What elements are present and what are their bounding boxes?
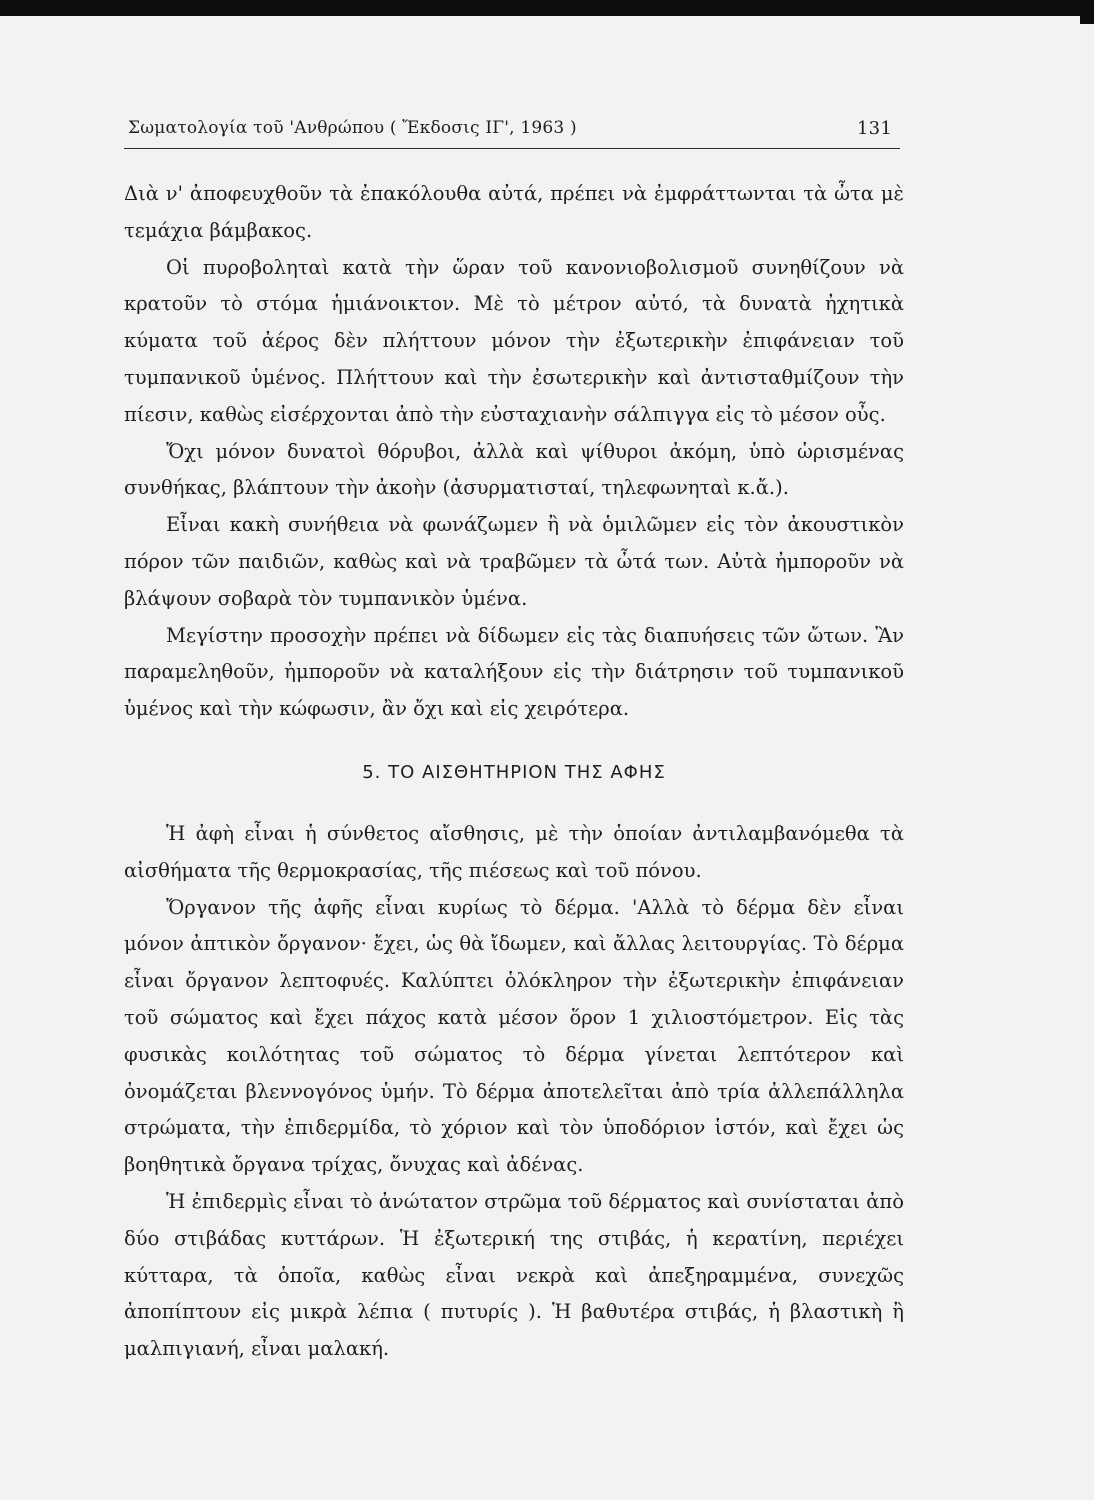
paragraph: Ἡ ἐπιδερμὶς εἶναι τὸ ἀνώτατον στρῶμα τοῦ δέρματος καὶ συνίσταται ἀπὸ δύο στιβάδας κυττάρων. Ἡ ἐξωτερική της στιβάς, ἡ κερατίνη, περιέχει κύτταρα, τὰ ὁποῖα, καθὼς εἶναι νεκρὰ καὶ ἀπεξηραμμένα, συνεχῶς ἀποπίπτουν εἰς μικρὰ λέπια ( πυτυρίς ). Ἡ βαθυτέρα στιβάς, ἡ βλαστικὴ ἢ μαλπιγιανή, εἶναι μαλακή.: [124, 1189, 904, 1361]
section-heading: 5. ΤΟ ΑΙΣΘΗΤΗΡΙΟΝ ΤΗΣ ΑΦΗΣ: [362, 761, 666, 783]
paragraph: Οἱ πυροβοληταὶ κατὰ τὴν ὥραν τοῦ κανονιοβολισμοῦ συνηθίζουν νὰ κρατοῦν τὸ στόμα ἡμιάνοικτον. Μὲ τὸ μέτρον αὐτό, τὰ δυνατὰ ἠχητικὰ κύματα τοῦ ἀέρος δὲν πλήττουν μόνον τὴν ἐξωτερικὴν ἐπιφάνειαν τοῦ τυμπανικοῦ ὑμένος. Πλήττουν καὶ τὴν ἐσωτερικὴν καὶ ἀντισταθμίζουν τὴν πίεσιν, καθὼς εἰσέρχονται ἀπὸ τὴν εὐσταχιανὴν σάλπιγγα εἰς τὸ μέσον οὖς.: [124, 255, 904, 426]
header-rule: [124, 148, 900, 149]
paragraph: Μεγίστην προσοχὴν πρέπει νὰ δίδωμεν εἰς τὰς διαπυήσεις τῶν ὤτων. Ἂν παραμεληθοῦν, ἠμποροῦν νὰ καταλήξουν εἰς τὴν διάτρησιν τοῦ τυμπανικοῦ ὑμένος καὶ τὴν κώφωσιν, ἂν ὄχι καὶ εἰς χειρότερα.: [124, 623, 904, 721]
paragraph: Ἡ ἀφὴ εἶναι ἡ σύνθετος αἴσθησις, μὲ τὴν ὁποίαν ἀντιλαμβανόμεθα τὰ αἰσθήματα τῆς θερμοκρασίας, τῆς πιέσεως καὶ τοῦ πόνου.: [124, 821, 904, 882]
body-text: [124, 176, 904, 1368]
running-head: [128, 118, 900, 148]
page-number: 131: [857, 118, 892, 139]
paragraph: Ὄχι μόνον δυνατοὶ θόρυβοι, ἀλλὰ καὶ ψίθυροι ἀκόμη, ὑπὸ ὡρισμένας συνθήκας, βλάπτουν τὴν ἀκοὴν (ἀσυρματισταί, τηλεφωνηταὶ κ.ἄ.).: [124, 439, 904, 500]
paragraph: Ὄργανον τῆς ἀφῆς εἶναι κυρίως τὸ δέρμα. 'Αλλὰ τὸ δέρμα δὲν εἶναι μόνον ἀπτικὸν ὄργανον· ἔχει, ὡς θὰ ἴδωμεν, καὶ ἄλλας λειτουργίας. Τὸ δέρμα εἶναι ὄργανον λεπτοφυές. Καλύπτει ὁλόκληρον τὴν ἐξωτερικὴν ἐπιφάνειαν τοῦ σώματος καὶ ἔχει πάχος κατὰ μέσον ὅρον 1 χιλιοστόμετρον. Εἰς τὰς φυσικὰς κοιλότητας τοῦ σώματος τὸ δέρμα γίνεται λεπτότερον καὶ ὀνομάζεται βλεννογόνος ὑμήν. Τὸ δέρμα ἀποτελεῖται ἀπὸ τρία ἀλλεπάλληλα στρώματα, τὴν ἐπιδερμίδα, τὸ χόριον καὶ τὸν ὑποδόριον ἱστόν, καὶ ἔχει ὡς βοηθητικὰ ὄργανα τρίχας, ὄνυχας καὶ ἀδένας.: [124, 895, 904, 1177]
paragraph: Εἶναι κακὴ συνήθεια νὰ φωνάζωμεν ἢ νὰ ὁμιλῶμεν εἰς τὸν ἀκουστικὸν πόρον τῶν παιδιῶν, καθὼς καὶ νὰ τραβῶμεν τὰ ὦτά των. Αὐτὰ ἠμποροῦν νὰ βλάψουν σοβαρὰ τὸν τυμπανικὸν ὑμένα.: [124, 513, 904, 610]
running-head-title: Σωματολογία τοῦ 'Ανθρώπου ( Ἔκδοσις ΙΓ', 1963 ): [128, 118, 577, 138]
paragraph: Διὰ ν' ἀποφευχθοῦν τὰ ἐπακόλουθα αὐτά, πρέπει νὰ ἐμφράττωνται τὰ ὦτα μὲ τεμάχια βάμβακος.: [124, 182, 904, 242]
